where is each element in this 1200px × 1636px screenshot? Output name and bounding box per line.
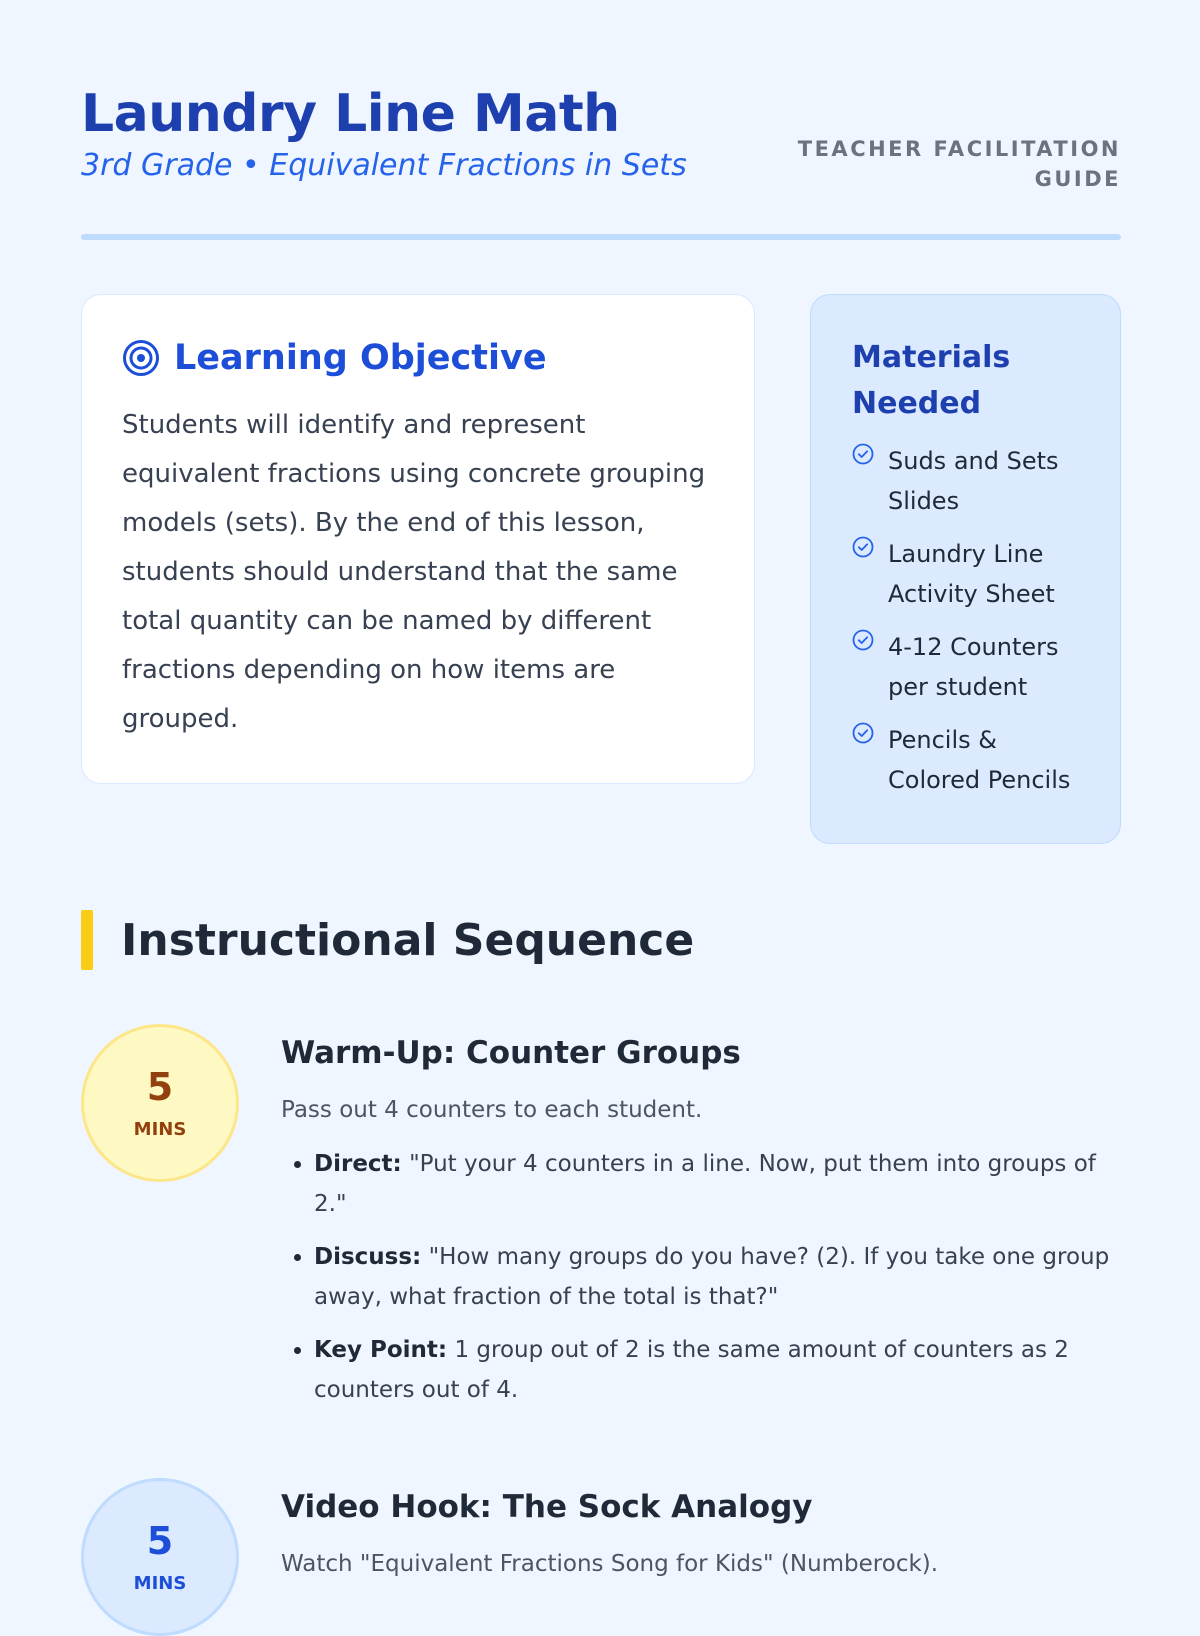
page-header (81, 80, 1121, 240)
section-title: Instructional Sequence (121, 914, 695, 966)
duration-badge (81, 1478, 239, 1636)
duration-number: 5 (146, 1065, 174, 1109)
step-title: Warm-Up: Counter Groups (281, 1035, 741, 1071)
duration-badge (81, 1024, 239, 1182)
step-point-label: Direct: (314, 1151, 402, 1177)
objective-text: Students will identify and represent equivalent fractions using concrete grouping models (sets). By the end of this lesson, students should understand that the same total quantity can be named by different fractions depending on how items are grouped. (122, 410, 706, 734)
step-point-label: Key Point: (314, 1337, 448, 1363)
page-title: Laundry Line Math (81, 84, 620, 144)
materials-item (852, 441, 1092, 521)
section-accent-bar (81, 910, 93, 970)
step-point-text: "How many groups do you have? (2). If you take one group away, what fraction of the total is that?" (314, 1244, 1110, 1310)
duration-unit: MINS (133, 1119, 187, 1140)
duration-number: 5 (146, 1519, 174, 1563)
check-circle-icon (852, 722, 874, 744)
objective-heading (122, 335, 547, 381)
materials-card (810, 294, 1121, 844)
materials-item-label: Pencils & Colored Pencils (888, 726, 1071, 794)
step-body (281, 1024, 1121, 1423)
check-circle-icon (852, 443, 874, 465)
target-icon (122, 339, 160, 377)
duration-unit: MINS (133, 1573, 187, 1594)
check-circle-icon (852, 536, 874, 558)
materials-item (852, 720, 1092, 800)
materials-item-label: Laundry Line Activity Sheet (888, 540, 1055, 608)
step-point (314, 1144, 1121, 1224)
check-circle-icon (852, 629, 874, 651)
step-title: Video Hook: The Sock Analogy (281, 1489, 813, 1525)
step-point-text: 1 group out of 2 is the same amount of counters as 2 counters out of 4. (314, 1337, 1069, 1403)
materials-item-label: Suds and Sets Slides (888, 447, 1059, 515)
materials-title: Materials Needed (852, 340, 1011, 421)
guide-label: TEACHER FACILITATION GUIDE (797, 137, 1121, 191)
step-point-text: "Put your 4 counters in a line. Now, put them into groups of 2." (314, 1151, 1096, 1217)
instructional-sequence-heading (81, 910, 694, 970)
step-body (281, 1478, 1121, 1584)
header-divider (81, 234, 1121, 240)
step-point-label: Discuss: (314, 1244, 422, 1270)
learning-objective-card (81, 294, 755, 784)
step-points (281, 1144, 1121, 1410)
materials-item (852, 627, 1092, 707)
step-point (314, 1330, 1121, 1410)
materials-item-label: 4-12 Counters per student (888, 633, 1059, 701)
step-point (314, 1237, 1121, 1317)
materials-list (852, 441, 1092, 813)
step-intro: Watch "Equivalent Fractions Song for Kids" (Numberock). (281, 1551, 939, 1577)
materials-item (852, 534, 1092, 614)
objective-title: Learning Objective (174, 338, 547, 378)
step-intro: Pass out 4 counters to each student. (281, 1097, 703, 1123)
page-subtitle: 3rd Grade • Equivalent Fractions in Sets (81, 148, 687, 183)
